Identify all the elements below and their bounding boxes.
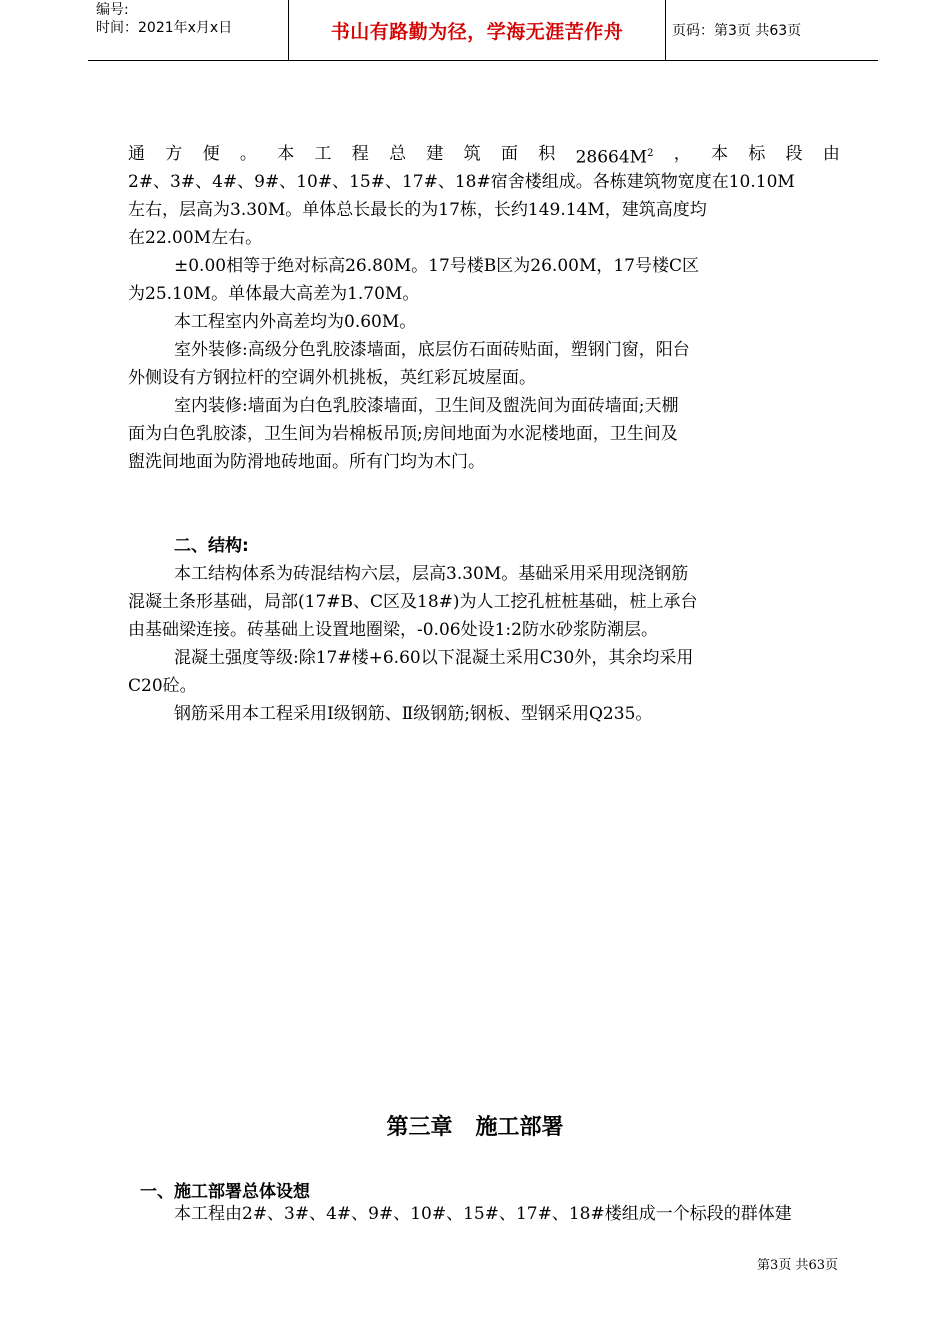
justified-word: 总 [389, 144, 407, 164]
paragraph-line: 2#、3#、4#、9#、10#、15#、17#、18#宿舍楼组成。各栋建筑物宽度在10.10M [128, 172, 795, 192]
section-heading: 一、施工部署总体设想 [140, 1182, 310, 1202]
justified-word: ， [673, 144, 691, 164]
justified-word: 本 [277, 144, 295, 164]
justified-word: 本 [711, 144, 729, 164]
justified-word: 建 [426, 144, 444, 164]
paragraph-line: 为25.10M。单体最大高差为1.70M。 [128, 284, 420, 304]
justified-word: 方 [165, 144, 183, 164]
document-body-continued [128, 1200, 840, 1228]
page-header [88, 0, 878, 61]
chapter-title: 第三章 施工部署 [386, 1115, 564, 1140]
justified-word: 。 [239, 144, 257, 164]
paragraph-line: 外侧设有方钢拉杆的空调外机挑板，英红彩瓦坡屋面。 [128, 368, 536, 388]
justified-word: 程 [351, 144, 369, 164]
paragraph-line: 室内装修:墙面为白色乳胶漆墙面，卫生间及盥洗间为面砖墙面;天棚 [174, 396, 679, 416]
paragraph-line: 本工结构体系为砖混结构六层，层高3.30M。基础采用采用现浇钢筋 [174, 564, 689, 584]
justified-word: 由 [822, 144, 840, 164]
time-label: 时间：2021年x月x日 [96, 20, 233, 36]
justified-word: 积 [538, 144, 556, 164]
paragraph-line: 混凝土强度等级:除17#楼+6.60以下混凝土采用C30外，其余均采用 [174, 648, 694, 668]
paragraph-line: 在22.00M左右。 [128, 228, 263, 248]
justified-word: 通 [128, 144, 145, 164]
number-label: 编号: [96, 2, 129, 18]
paragraph-line: 本工程室内外高差均为0.60M。 [174, 312, 417, 332]
paragraph-line: C20砼。 [128, 676, 197, 696]
justified-word: 标 [748, 144, 766, 164]
paragraph-line: 盥洗间地面为防滑地砖地面。所有门均为木门。 [128, 452, 485, 472]
paragraph-line: 左右，层高为3.30M。单体总长最长的为17栋，长约149.14M，建筑高度均 [128, 200, 707, 220]
page-footer: 第3页 共63页 [757, 1258, 838, 1273]
header-motto: 书山有路勤为径，学海无涯苦作舟 [330, 20, 624, 43]
document-body [128, 140, 840, 728]
justified-word: 面 [500, 144, 518, 164]
superscript: 2 [647, 148, 654, 159]
header-page-label: 页码：第3页 共63页 [672, 23, 802, 39]
justified-word: 段 [785, 144, 803, 164]
paragraph-line: 由基础梁连接。砖基础上设置地圈梁，-0.06处设1:2防水砂浆防潮层。 [128, 620, 658, 640]
justified-word: 筑 [463, 144, 481, 164]
header-meta [88, 0, 288, 60]
paragraph-line: 钢筋采用本工程采用Ⅰ级钢筋、Ⅱ级钢筋;钢板、型钢采用Q235。 [174, 704, 653, 724]
paragraph-line [128, 140, 840, 168]
paragraph-line: 混凝土条形基础，局部(17#B、C区及18#)为人工挖孔桩桩基础，桩上承台 [128, 592, 698, 612]
justified-word: 便 [202, 144, 220, 164]
justified-word: $28664M^2$ [575, 147, 654, 168]
paragraph-line: 室外装修:高级分色乳胶漆墙面，底层仿石面砖贴面，塑钢门窗，阳台 [174, 340, 690, 360]
paragraph-line: 面为白色乳胶漆，卫生间为岩棉板吊顶;房间地面为水泥楼地面，卫生间及 [128, 424, 678, 444]
justified-word: 工 [314, 144, 332, 164]
paragraph-line: ±0.00相等于绝对标高26.80M。17号楼B区为26.00M，17号楼C区 [174, 256, 700, 276]
section-heading: 二、结构: [174, 536, 249, 556]
paragraph-line: 本工程由2#、3#、4#、9#、10#、15#、17#、18#楼组成一个标段的群体建 [174, 1204, 792, 1224]
